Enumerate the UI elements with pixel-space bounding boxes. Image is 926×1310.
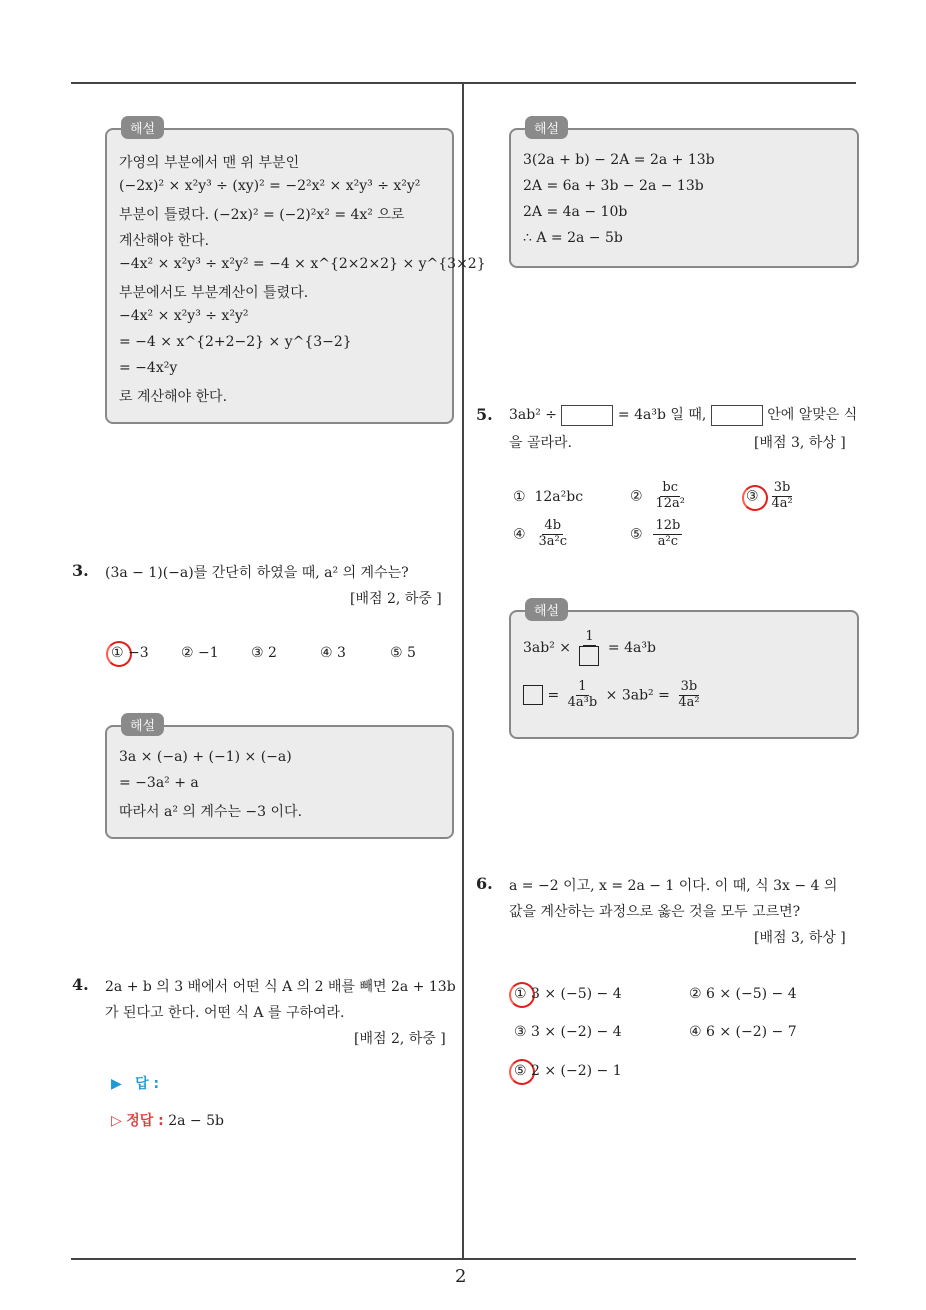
q5-choice-5[interactable]	[630, 519, 684, 550]
solution-tag: 해설	[525, 116, 568, 139]
answer-label: 답 :	[135, 1076, 160, 1092]
choice-mark: ④	[513, 526, 526, 543]
solution-line: ∴ A = 2a − 5b	[523, 230, 623, 246]
numerator: 3b	[773, 480, 791, 495]
question-3-number: 3.	[72, 561, 89, 580]
q6-choice-4[interactable]: ④ 6 × (−2) − 7	[689, 1024, 797, 1040]
solution-line: 2A = 6a + 3b − 2a − 13b	[523, 178, 704, 194]
solution-line	[523, 630, 656, 666]
q5-choice-4[interactable]	[513, 519, 571, 550]
question-4-line2: 가 된다고 한다. 어떤 식 A 를 구하여라.	[105, 1005, 345, 1021]
question-4-score: [배점 2, 하중 ]	[354, 1031, 446, 1047]
q5-blank-box-2	[711, 405, 763, 426]
top-rule	[71, 82, 856, 84]
question-6-number: 6.	[476, 874, 493, 893]
choice-text: 12a²bc	[534, 489, 584, 505]
solution-line: −4x² × x²y³ ÷ x²y² = −4 × x^{2×2×2} × y^{3×2}	[119, 256, 486, 272]
choice-mark: ①	[513, 489, 526, 505]
expr-part: × 3ab² =	[605, 687, 670, 704]
q3-choice-2[interactable]: ② −1	[181, 645, 219, 661]
fraction	[536, 519, 569, 550]
solution-line: 계산해야 한다.	[119, 233, 210, 249]
denominator: 4a²	[678, 694, 700, 710]
q6-choice-3[interactable]: ③ 3 × (−2) − 4	[514, 1024, 622, 1040]
correct-answer-row	[111, 1110, 224, 1130]
numerator: 12b	[655, 518, 681, 533]
choice-mark: ②	[630, 488, 643, 505]
q5-blank-box	[561, 405, 613, 426]
question-5-score: [배점 3, 하상 ]	[754, 435, 846, 451]
numerator: bc	[662, 480, 679, 495]
question-6-score: [배점 3, 하상 ]	[754, 930, 846, 946]
solution-tag: 해설	[525, 598, 568, 621]
q3-choice-1[interactable]: ① −3	[111, 645, 149, 661]
solution-tag: 해설	[121, 713, 164, 736]
q5-choice-3[interactable]	[746, 481, 797, 512]
solution-line: 로 계산해야 한다.	[119, 389, 228, 405]
solution-line: = −3a² + a	[119, 775, 199, 791]
question-5-number: 5.	[476, 405, 493, 424]
q5-text-post: 안에 알맞은 식	[767, 407, 858, 423]
solution-line	[523, 680, 704, 711]
q3-choice-5[interactable]: ⑤ 5	[390, 645, 416, 661]
bottom-rule	[71, 1258, 856, 1260]
question-3-text: (3a − 1)(−a)를 간단히 하였을 때, a² 의 계수는?	[105, 565, 409, 581]
fraction	[769, 481, 794, 512]
question-4-line1: 2a + b 의 3 배에서 어떤 식 A 의 2 배를 빼면 2a + 13b	[105, 979, 456, 995]
solution-line: 3a × (−a) + (−1) × (−a)	[119, 749, 292, 765]
question-6-line2: 값을 계산하는 과정으로 옳은 것을 모두 고르면?	[509, 904, 801, 920]
solution-line: 부분에서도 부분계산이 틀렸다.	[119, 285, 309, 301]
solution-line: = −4 × x^{2+2−2} × y^{3−2}	[119, 334, 352, 350]
q5-choice-1[interactable]	[513, 489, 583, 505]
q6-choice-2[interactable]: ② 6 × (−5) − 4	[689, 986, 797, 1002]
numerator: 1	[578, 679, 587, 694]
fraction	[653, 481, 687, 512]
question-3-score: [배점 2, 하중 ]	[350, 591, 442, 607]
solution-box-5	[509, 604, 859, 739]
q3-choice-3[interactable]: ③ 2	[251, 645, 277, 661]
solution-line: 3(2a + b) − 2A = 2a + 13b	[523, 152, 715, 168]
correct-answer-value: 2a − 5b	[168, 1113, 224, 1129]
q5-text-pre: 3ab² ÷	[509, 407, 558, 423]
solution-line: 2A = 4a − 10b	[523, 204, 628, 220]
choice-mark: ⑤	[630, 526, 643, 543]
question-4-number: 4.	[72, 975, 89, 994]
numerator: 4b	[544, 518, 562, 533]
answer-arrow-icon: ▶	[111, 1076, 122, 1092]
denominator: 4a³b	[567, 694, 598, 710]
expr-part: 3ab² ×	[523, 639, 572, 656]
q6-choice-1[interactable]: ① 3 × (−5) − 4	[514, 986, 622, 1002]
solution-line: = −4x²y	[119, 360, 178, 376]
numerator: 3b	[680, 679, 698, 694]
fraction	[653, 519, 682, 550]
blank-square	[579, 646, 599, 666]
solution-line: 따라서 a² 의 계수는 −3 이다.	[119, 804, 303, 820]
solution-tag: 해설	[121, 116, 164, 139]
question-5-line1	[509, 404, 857, 426]
correct-answer-label: 정답 :	[126, 1113, 164, 1129]
denominator	[577, 646, 601, 666]
denominator: 3a²c	[538, 533, 567, 549]
expr-part: =	[547, 687, 560, 704]
q6-choice-5[interactable]: ⑤ 2 × (−2) − 1	[514, 1063, 622, 1079]
blank-square	[523, 685, 543, 705]
solution-line: (−2x)² × x²y³ ÷ (xy)² = −2²x² × x²y³ ÷ x²y²	[119, 178, 421, 194]
fraction	[676, 680, 701, 711]
denominator: 12a²	[655, 495, 685, 511]
q5-text-mid: = 4a³b 일 때,	[617, 407, 707, 423]
denominator: a²c	[657, 533, 679, 549]
choice-mark: ③	[746, 488, 759, 505]
q5-choice-2[interactable]	[630, 481, 689, 512]
fraction	[566, 680, 600, 711]
solution-box-4	[509, 122, 859, 268]
q3-choice-4[interactable]: ④ 3	[320, 645, 346, 661]
numerator: 1	[585, 629, 594, 644]
question-5-line2: 을 골라라.	[509, 435, 572, 451]
solution-line: 가영의 부분에서 맨 위 부분인	[119, 155, 300, 171]
solution-line: 부분이 틀렸다. (−2x)² = (−2)²x² = 4x² 으로	[119, 207, 405, 223]
denominator: 4a²	[771, 495, 793, 511]
solution-box-3	[105, 719, 454, 839]
answer-row	[111, 1073, 159, 1093]
expr-part: = 4a³b	[607, 639, 656, 656]
correct-arrow-icon: ▷	[111, 1113, 122, 1129]
solution-box-1	[105, 122, 486, 424]
question-6-line1: a = −2 이고, x = 2a − 1 이다. 이 때, 식 3x − 4 의	[509, 878, 838, 894]
solution-line: −4x² × x²y³ ÷ x²y²	[119, 308, 249, 324]
page-number: 2	[455, 1266, 467, 1287]
fraction	[577, 630, 601, 666]
